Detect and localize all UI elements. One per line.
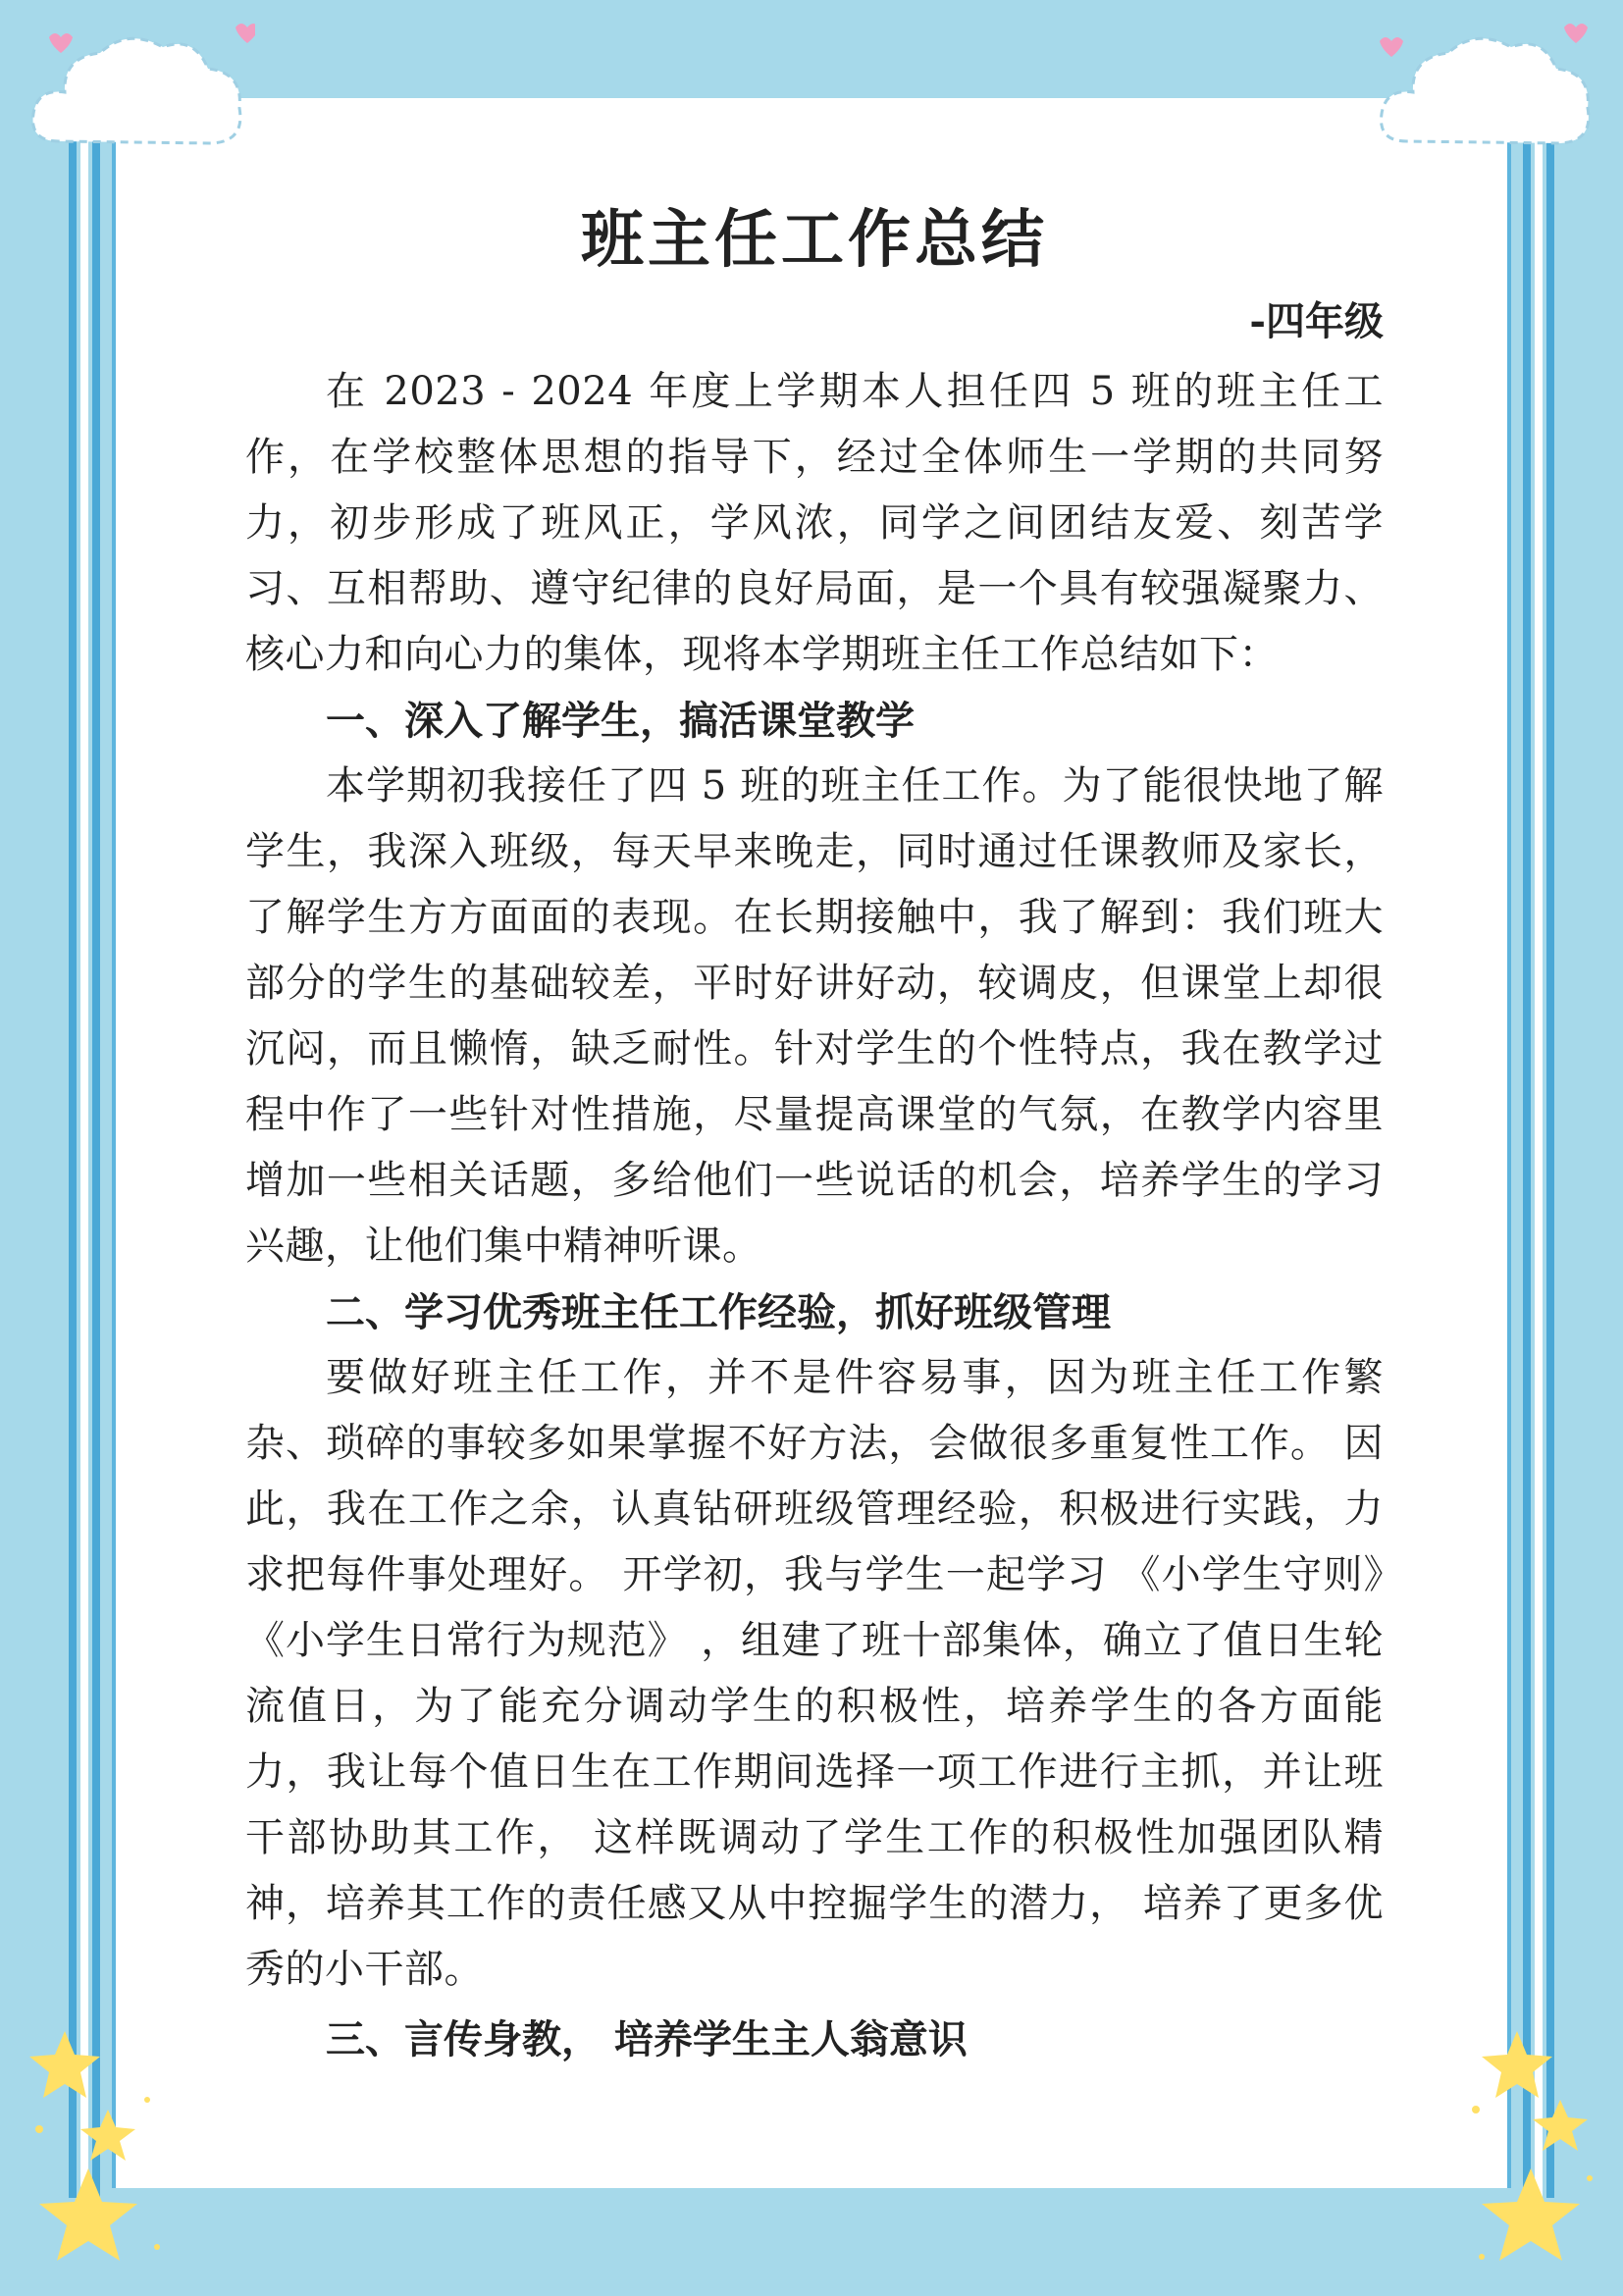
section-heading: 一、深入了解学生，搞活课堂教学 xyxy=(326,698,915,744)
right-border-stripe xyxy=(1535,137,1543,2198)
stars-decoration-icon xyxy=(1452,2021,1609,2276)
intro-paragraph: 在 2023 - 2024 年度上学期本人担任四 5 班的班主任工作，在学校整体思想的指导下，经过全体师生一学期的共同努力，初步形成了班风正，学风浓，同学之间团结友爱、刻苦学习、互相帮助、遵守纪律的良好局面，是一个具有较强凝聚力、核心力和向心力的集体，现将本学期班主任工作总结如下： xyxy=(245,369,1384,677)
section-paragraph: 要做好班主任工作，并不是件容易事，因为班主任工作繁杂、琐碎的事较多如果掌握不好方法，会做很多重复性工作。 因此，我在工作之余，认真钻研班级管理经验，积极进行实践，力求把每件事处理好。 开学初，我与学生一起学习 《小学生守则》《小学生日常行为规范》 ，组建了班十部集体，确立了值日生轮流值日，为了能充分调动学生的积极性，培养学生的各方面能力，我让每个值日生在工作期间选择一项工作进行主抓，并让班干部协助其工作， 这样既调动了学生工作的积极性加强团队精神，培养其工作的责任感又从中控掘学生的潜力， 培养了更多优秀的小干部。 xyxy=(245,1355,1384,1992)
section-paragraph: 本学期初我接任了四 5 班的班主任工作。为了能很快地了解学生，我深入班级，每天早来晚走，同时通过任课教师及家长，了解学生方方面面的表现。在长期接触中，我了解到：我们班大部分的学生的基础较差，平时好讲好动，较调皮，但课堂上却很沉闷，而且懒惰，缺乏耐性。针对学生的个性特点，我在教学过程中作了一些针对性措施，尽量提高课堂的气氛，在教学内容里增加一些相关话题，多给他们一些说话的机会，培养学生的学习兴趣，让他们集中精神听课。 xyxy=(245,763,1384,1269)
right-border-stripe xyxy=(1546,137,1554,2198)
left-border-stripe xyxy=(80,137,88,2198)
document-title: 班主任工作总结 xyxy=(581,203,1048,277)
document-body xyxy=(245,196,1384,2072)
heart-icon xyxy=(236,24,255,43)
section-heading: 二、学习优秀班主任工作经验，抓好班级管理 xyxy=(326,1289,1111,1335)
document-subtitle: -四年级 xyxy=(1249,298,1384,344)
heart-icon xyxy=(1564,24,1588,43)
heart-icon xyxy=(49,33,73,53)
left-border-stripe xyxy=(92,137,100,2198)
right-border-stripe xyxy=(1523,137,1531,2198)
section-heading: 三、言传身教， 培养学生主人翁意识 xyxy=(326,2016,968,2062)
cloud-decoration-icon xyxy=(1368,14,1603,171)
left-border-stripe xyxy=(69,137,77,2198)
cloud-decoration-icon xyxy=(20,14,255,171)
heart-icon xyxy=(1380,37,1403,57)
stars-decoration-icon xyxy=(20,2021,177,2276)
